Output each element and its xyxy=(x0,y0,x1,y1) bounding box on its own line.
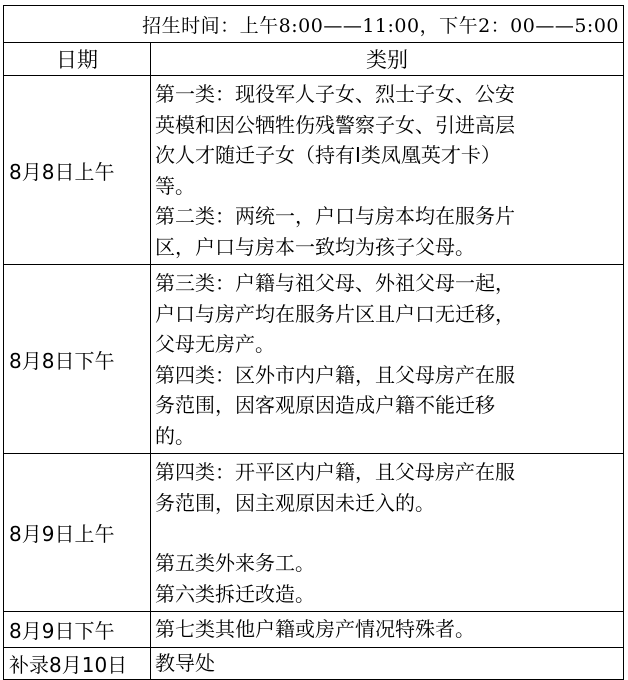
date-cell: 补录8月10日 xyxy=(4,648,151,680)
table-row xyxy=(4,76,624,265)
date-cell: 8月9日下午 xyxy=(4,612,151,648)
category-line: 户口与房产均在服务片区且户口无迁移， xyxy=(155,301,515,326)
category-line: 第四类：区外市内户籍，且父母房产在服 xyxy=(155,362,515,387)
category-line: 教导处 xyxy=(155,651,215,676)
category-line: 等。 xyxy=(155,173,195,198)
schedule-table xyxy=(3,5,624,680)
category-line: 第七类其他户籍或房产情况特殊者。 xyxy=(155,617,475,642)
category-line: 第三类：户籍与祖父母、外祖父母一起， xyxy=(155,271,515,295)
category-line: 区，户口与房本一致均为孩子父母。 xyxy=(155,234,475,259)
category-line: 第五类外来务工。 xyxy=(155,551,315,575)
blank-line xyxy=(155,518,619,548)
category-line: 第四类：开平区内户籍，且父母房产在服 xyxy=(155,460,515,484)
header-category: 类别 xyxy=(151,43,624,76)
category-cell xyxy=(151,612,624,648)
category-line: 务范围，因主观原因未迁入的。 xyxy=(155,490,435,515)
table-row xyxy=(4,265,624,454)
category-line: 第六类拆迁改造。 xyxy=(155,581,315,606)
category-line: 的。 xyxy=(155,423,195,448)
category-line: 第一类：现役军人子女、烈士子女、公安 xyxy=(155,82,515,106)
date-cell: 8月9日上午 xyxy=(4,454,151,612)
category-cell xyxy=(151,454,624,612)
table-row xyxy=(4,648,624,680)
category-line: 次人才随迁子女（持有Ⅰ类凤凰英才卡） xyxy=(155,143,501,167)
category-line: 第二类：两统一，户口与房本均在服务片 xyxy=(155,204,515,228)
table-row xyxy=(4,612,624,648)
category-cell xyxy=(151,265,624,454)
category-line: 英模和因公牺牲伤残警察子女、引进高层 xyxy=(155,112,515,137)
table-row xyxy=(4,454,624,612)
date-cell: 8月8日下午 xyxy=(4,265,151,454)
category-line: 务范围，因客观原因造成户籍不能迁移 xyxy=(155,393,495,417)
header-date: 日期 xyxy=(4,43,151,76)
date-cell: 8月8日上午 xyxy=(4,76,151,265)
category-cell xyxy=(151,76,624,265)
enrollment-time-title: 招生时间：上午8:00——11:00，下午2：00——5:00 xyxy=(4,6,624,43)
category-cell xyxy=(151,648,624,680)
category-line: 父母无房产。 xyxy=(155,332,275,356)
